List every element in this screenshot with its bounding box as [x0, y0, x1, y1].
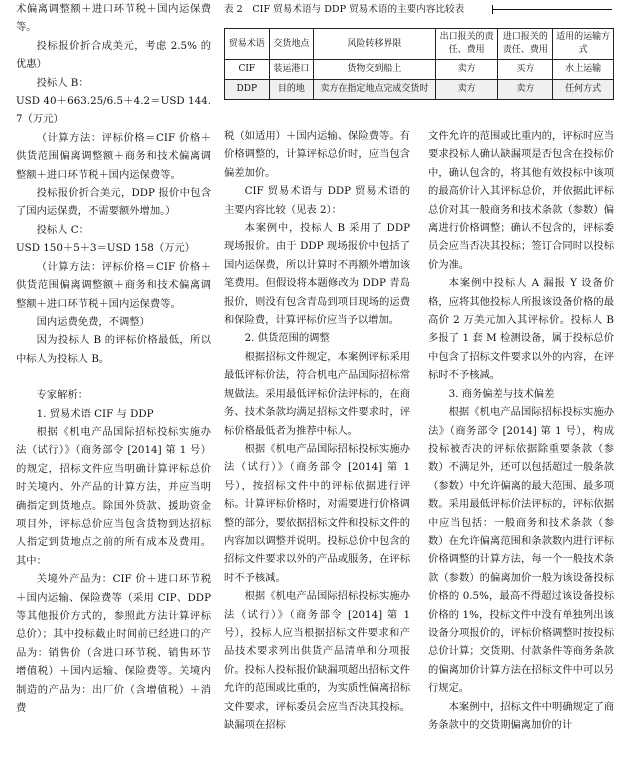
paragraph: 因为投标人 B 的评标价格最低，所以中标人为投标人 B。 — [16, 334, 211, 365]
paragraph: 根据招标文件规定，本案例评标采用最低评标价法，符合机电产品国际招标常规做法。采用最低评标价法评标的，在商务、技术条款均满足招标文件要求时，评标价格最低者为推荐中标人。 — [224, 350, 410, 437]
paragraph: 根据《机电产品国际招标投标实施办法》（商务部令 [2014] 第 1 号），构成投标被否决的评标依据除重要条款（参数）不满足外，还可以包括超过一般条款（参数）中允许偏离的最大范围、最多项数。采用最低评标价法评标的，评标依据中应当包括：一般商务和技术条款（参数）在允许偏离范围和条款数内进行评标价格调整的计算方法，每一个一般技术条款（参数）的偏离加价一般为该设备投标价格的 0.5%，最高不得超过该设备投标价格的 1%，投标文件中没有单独列出该设备分项报价的，评标价格调整时按投标总价计算；交货期、付款条件等商务条款的偏离加价计算方法在招标文件中可以另行规定。 — [428, 406, 614, 695]
paragraph: 本案例中，招标文件中明确规定了商务条款中的交货期偏离加价的计 — [428, 700, 614, 731]
paragraph: 税（如适用）＋国内运输、保险费等。有价格调整的，计算评标总价时，应当包含偏差加价。 — [224, 130, 410, 179]
header-cell: 进口报关的责任、费用 — [498, 29, 553, 60]
formula-line: USD 150＋5＋3＝USD 158（万元） — [16, 242, 196, 255]
paragraph: （计算方法：评标价格＝CIF 价格＋供货范围偏离调整额＋商务和技术偏离调整额＋进口环节税＋国内运保费等。 — [16, 260, 211, 310]
header-cell: 贸易术语 — [225, 29, 270, 60]
table-cell: 买方 — [498, 60, 553, 80]
table-cell: 卖方在指定地点完成交货时 — [314, 80, 436, 100]
section-heading: 专家解析： — [36, 389, 89, 402]
text-column-left — [16, 0, 211, 717]
table-cell: 装运港口 — [269, 60, 314, 80]
paragraph: 投标人 B： — [36, 76, 89, 89]
table-cell: 货物交到船上 — [314, 60, 436, 80]
formula-line: USD 40＋663.25/6.5＋4.2＝USD 144.7（万元） — [16, 95, 211, 126]
header-cell: 出口报关的责任、费用 — [435, 29, 498, 60]
table-row — [225, 80, 614, 100]
header-cell: 风险转移界限 — [314, 29, 436, 60]
text-column-middle — [224, 127, 410, 734]
paragraph: 根据《机电产品国际招标投标实施办法（试行）》（商务部令 [2014] 第 1 号），投标人应当根据招标文件要求和产品技术要求列出供货产品清单和分项报价。投标人投标报价缺漏项超出招标文件允许的范围或比重的，为实质性偏离招标文件要求，评标委员会应当否决其投标。缺漏项在招标 — [224, 590, 410, 731]
header-cell: 交货地点 — [269, 29, 314, 60]
table-cell: 卖方 — [435, 60, 498, 80]
paragraph: 投标人 C： — [36, 223, 89, 236]
subsection-heading: 2. 供货范围的调整 — [244, 332, 330, 345]
paragraph: 根据《机电产品国际招标投标实施办法（试行）》（商务部令 [2014] 第 1 号），按招标文件中的评标依据进行评标。计算评标价格时，对需要进行价格调整的部分，要依据招标文件和投标文件的内容加以调整并说明。投标总价中包含的招标文件要求以外的产品或服务，在评标时不予核减。 — [224, 442, 410, 584]
table-cell: DDP — [225, 80, 270, 100]
text-column-right — [428, 127, 614, 734]
paragraph: 本案例中投标人 A 漏报 Y 设备价格，应将其他投标人所报该设备价格的最高价 2 万美元加入其评标价。投标人 B 多报了 1 套 M 检测设备，属于投标总价中包含了招标文件要求以外的内容，在评标时不予核减。 — [428, 277, 614, 382]
paragraph: CIF 贸易术语与 DDP 贸易术语的主要内容比较（见表 2）： — [224, 185, 410, 216]
caption-rule — [492, 9, 612, 10]
paragraph: 投标报价折合美元，DDP 报价中包含了国内运保费，不需要额外增加。） — [16, 187, 211, 218]
table-cell: 任何方式 — [553, 80, 614, 100]
paragraph: 文件允许的范围或比重内的，评标时应当要求投标人确认缺漏项是否包含在投标价中，确认包含的，将其他有效投标中该项的最高价计入其评标总价，并依据此评标总价对其一般商务和技术条款（参数）偏离进行价格调整；确认不包含的，评标委员会应当否决其投标；签订合同时以投标价为准。 — [428, 130, 614, 271]
paragraph: （计算方法：评标价格＝CIF 价格＋供货范围偏离调整额＋商务和技术偏离调整额＋进口环节税＋国内运保费等。 — [16, 131, 211, 181]
paragraph: 国内运费免费，不调整） — [36, 315, 150, 328]
paragraph: 术偏离调整额＋进口环节税＋国内运保费等。 — [16, 3, 211, 34]
table-cell: 目的地 — [269, 80, 314, 100]
table-cell: 水上运输 — [553, 60, 614, 80]
paragraph: 关境外产品为：CIF 价＋进口环节税＋国内运输、保险费等（采用 CIP、DDP 等其他报价方式的，参照此方法计算评标总价）；其中投标截止时间前已经进口的产品为：销售价（含进口环节税、销售环节增值税）＋国内运输、保险费等。关境内制造的产品为：出厂价（含增值税）＋消费 — [16, 573, 211, 715]
comparison-table — [224, 28, 614, 100]
paragraph: 根据《机电产品国际招标投标实施办法（试行）》（商务部令 [2014] 第 1 号）的规定，招标文件应当明确计算评标总价时关境内、外产品的计算方法，并应当明确指定到货地点。除国外贷款、援助资金项目外，评标总价应当包含货物到达招标人指定到货地点之前的所有成本及费用。其中： — [16, 425, 211, 567]
table-caption: 表 2 CIF 贸易术语与 DDP 贸易术语的主要内容比较表 — [224, 2, 614, 18]
table-header-row — [225, 29, 614, 60]
table-cell: CIF — [225, 60, 270, 80]
header-cell: 适用的运输方式 — [553, 29, 614, 60]
subsection-heading: 3. 商务偏差与技术偏差 — [448, 387, 555, 400]
table-row — [225, 60, 614, 80]
paragraph: 投标报价折合成美元，考虑 2.5% 的优惠） — [16, 39, 211, 71]
table-cell: 卖方 — [498, 80, 553, 100]
subsection-heading: 1. 贸易术语 CIF 与 DDP — [36, 407, 154, 420]
table-cell: 卖方 — [435, 80, 498, 100]
paragraph: 本案例中，投标人 B 采用了 DDP 现场报价。由于 DDP 现场报价中包括了国内运保费，所以计算时不再额外增加该笔费用。但假设将本题修改为 DDP 青岛报价，则没有包含青岛到项目现场的运费和保险费，计算评标价应当予以增加。 — [224, 222, 410, 327]
